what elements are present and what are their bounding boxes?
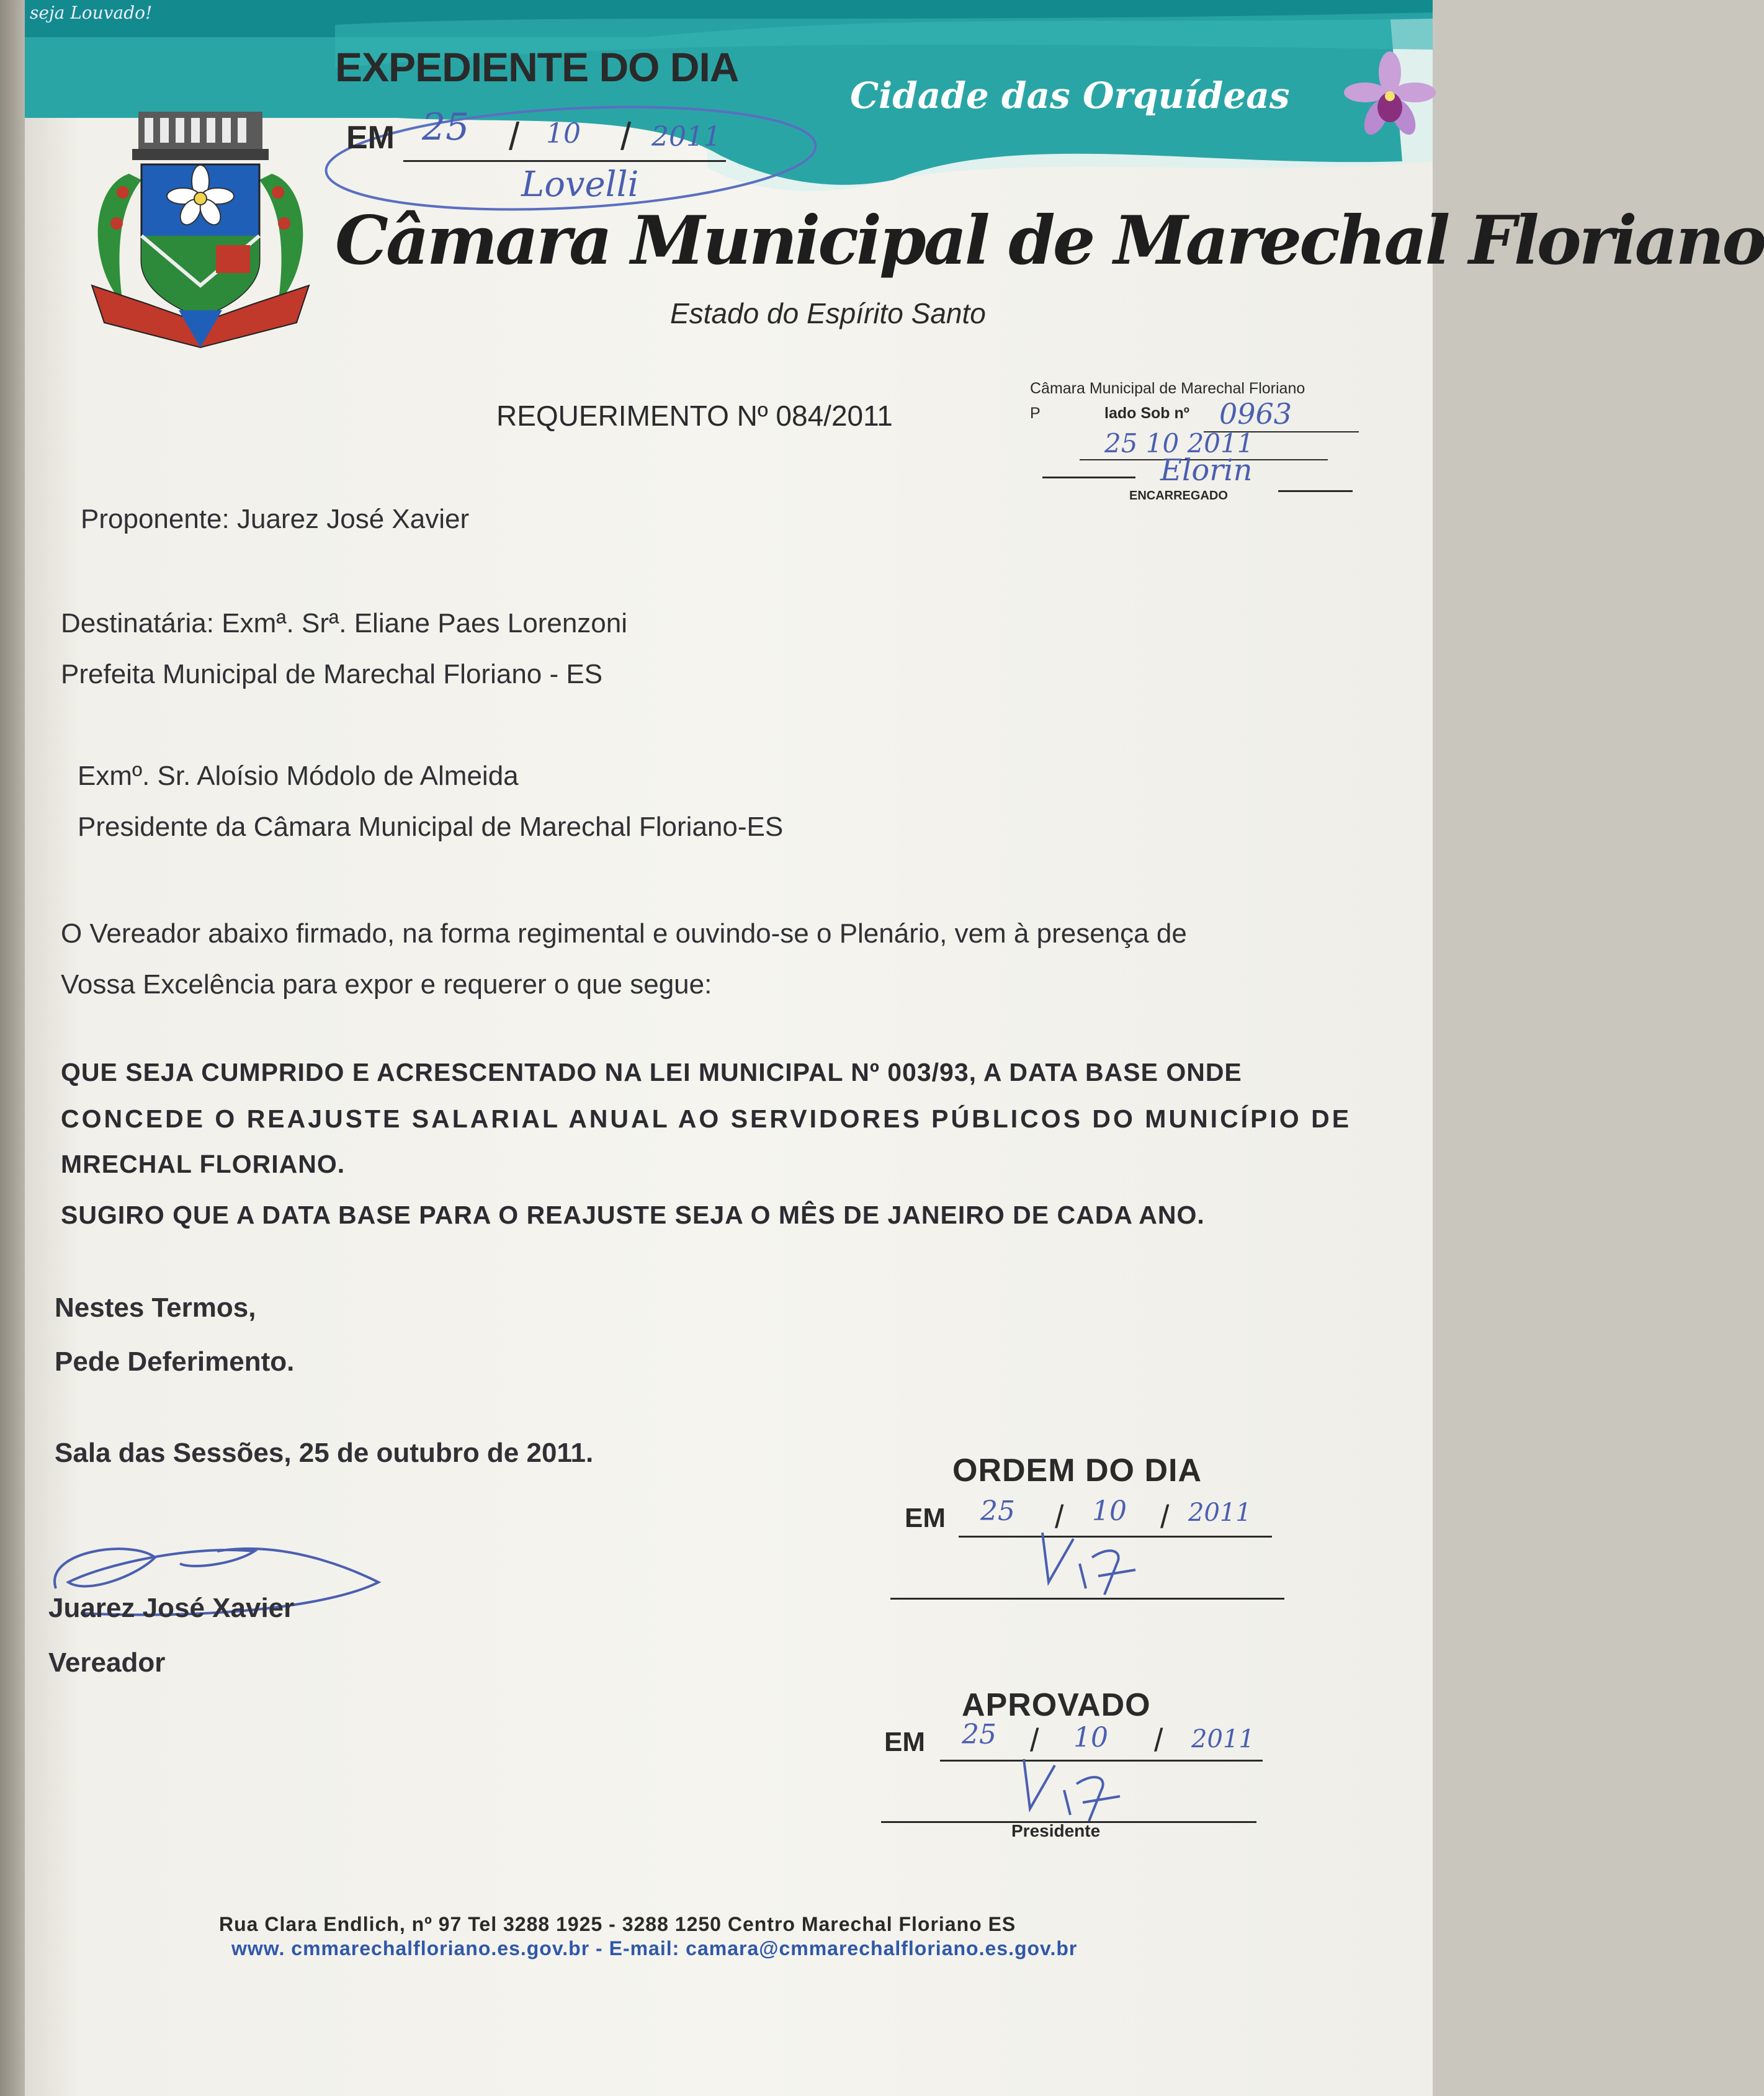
request-line-2: CONCEDE O REAJUSTE SALARIAL ANUAL AO SERVIDORES PÚBLICOS DO MUNICÍPIO DE bbox=[61, 1104, 1352, 1133]
municipal-coat-of-arms-icon bbox=[79, 99, 321, 347]
orchid-flower-icon bbox=[1346, 50, 1433, 143]
aprovado-em-label: EM bbox=[884, 1727, 925, 1757]
aprovado-initials-mark bbox=[1005, 1750, 1154, 1830]
ordem-sign-line bbox=[890, 1598, 1284, 1600]
aprovado-slash-2: / bbox=[1154, 1722, 1163, 1758]
proponente: Proponente: Juarez José Xavier bbox=[81, 504, 470, 534]
expediente-date-year: 2011 bbox=[651, 121, 721, 153]
second-recipient-role: Presidente da Câmara Municipal de Marechal Floriano-ES bbox=[78, 812, 784, 842]
intro-line-1: O Vereador abaixo firmado, na forma regimental e ouvindo-se o Plenário, vem à presença de bbox=[61, 918, 1187, 949]
expediente-date-month: 10 bbox=[546, 118, 581, 150]
ordem-do-dia-title: ORDEM DO DIA bbox=[952, 1453, 1202, 1489]
expediente-slash: / bbox=[509, 115, 520, 158]
aprovado-title: APROVADO bbox=[962, 1687, 1151, 1723]
expediente-date-line bbox=[403, 160, 726, 162]
expediente-initials: Lovelli bbox=[521, 164, 639, 205]
protocol-sign-line-left bbox=[1042, 477, 1135, 478]
closing-line-1: Nestes Termos, bbox=[55, 1292, 256, 1323]
aprovado-year: 2011 bbox=[1191, 1725, 1255, 1753]
ordem-initials-mark bbox=[1030, 1526, 1166, 1601]
document-page bbox=[25, 0, 1764, 2096]
signer-role: Vereador bbox=[48, 1647, 166, 1678]
ordem-slash-1: / bbox=[1055, 1499, 1064, 1535]
protocol-stamp-line1: Câmara Municipal de Marechal Floriano bbox=[1030, 380, 1305, 397]
signer-name: Juarez José Xavier bbox=[48, 1593, 295, 1623]
request-line-4: SUGIRO QUE A DATA BASE PARA O REAJUSTE SEJA O MÊS DE JANEIRO DE CADA ANO. bbox=[61, 1201, 1205, 1229]
closing-line-2: Pede Deferimento. bbox=[55, 1346, 295, 1377]
aprovado-role: Presidente bbox=[1011, 1821, 1101, 1840]
aprovado-month: 10 bbox=[1073, 1722, 1108, 1753]
expediente-date-day: 25 bbox=[422, 105, 470, 149]
document-title: REQUERIMENTO Nº 084/2011 bbox=[496, 400, 893, 432]
ordem-month: 10 bbox=[1092, 1495, 1127, 1527]
protocol-sign-line-right bbox=[1278, 490, 1353, 492]
city-slogan: Cidade das Orquídeas bbox=[850, 74, 1290, 117]
protocol-role: ENCARREGADO bbox=[1129, 489, 1228, 503]
destinataria: Destinatária: Exmª. Srª. Eliane Paes Lorenzoni bbox=[61, 608, 627, 638]
destinataria-role: Prefeita Municipal de Marechal Floriano - ES bbox=[61, 659, 603, 689]
place-date: Sala das Sessões, 25 de outubro de 2011. bbox=[55, 1438, 594, 1468]
ordem-slash-2: / bbox=[1160, 1499, 1170, 1535]
protocol-signature: Elorin bbox=[1160, 453, 1253, 488]
aprovado-day: 25 bbox=[962, 1719, 996, 1750]
ordem-year: 2011 bbox=[1188, 1498, 1251, 1527]
expediente-em-label: EM bbox=[346, 120, 395, 156]
protocol-stamp-mid: lado Sob nº bbox=[1104, 405, 1189, 422]
expediente-label: EXPEDIENTE DO DIA bbox=[335, 44, 739, 90]
protocol-date: 25 10 2011 bbox=[1104, 428, 1254, 459]
protocol-stamp-prefix: P bbox=[1030, 405, 1041, 422]
top-left-motto: seja Louvado! bbox=[30, 2, 153, 23]
institution-name: Câmara Municipal de Marechal Floriano bbox=[335, 202, 1764, 280]
footer-address: Rua Clara Endlich, nº 97 Tel 3288 1925 - 3288 1250 Centro Marechal Floriano ES bbox=[219, 1913, 1016, 1935]
request-line-3: MRECHAL FLORIANO. bbox=[61, 1150, 346, 1178]
second-recipient: Exmº. Sr. Aloísio Módolo de Almeida bbox=[78, 761, 519, 791]
aprovado-slash-1: / bbox=[1030, 1722, 1039, 1758]
protocol-number: 0963 bbox=[1219, 397, 1292, 431]
footer-web: www. cmmarechalfloriano.es.gov.br - E-mail: camara@cmmarechalfloriano.es.gov.br bbox=[231, 1937, 1078, 1959]
book-binding-edge bbox=[0, 0, 25, 2096]
request-line-1: QUE SEJA CUMPRIDO E ACRESCENTADO NA LEI MUNICIPAL Nº 003/93, A DATA BASE ONDE bbox=[61, 1058, 1242, 1086]
expediente-slash-2: / bbox=[620, 115, 632, 158]
ordem-em-label: EM bbox=[905, 1503, 946, 1533]
ordem-day: 25 bbox=[980, 1495, 1015, 1527]
state-name: Estado do Espírito Santo bbox=[670, 297, 986, 329]
intro-line-2: Vossa Excelência para expor e requerer o que segue: bbox=[61, 969, 712, 1000]
